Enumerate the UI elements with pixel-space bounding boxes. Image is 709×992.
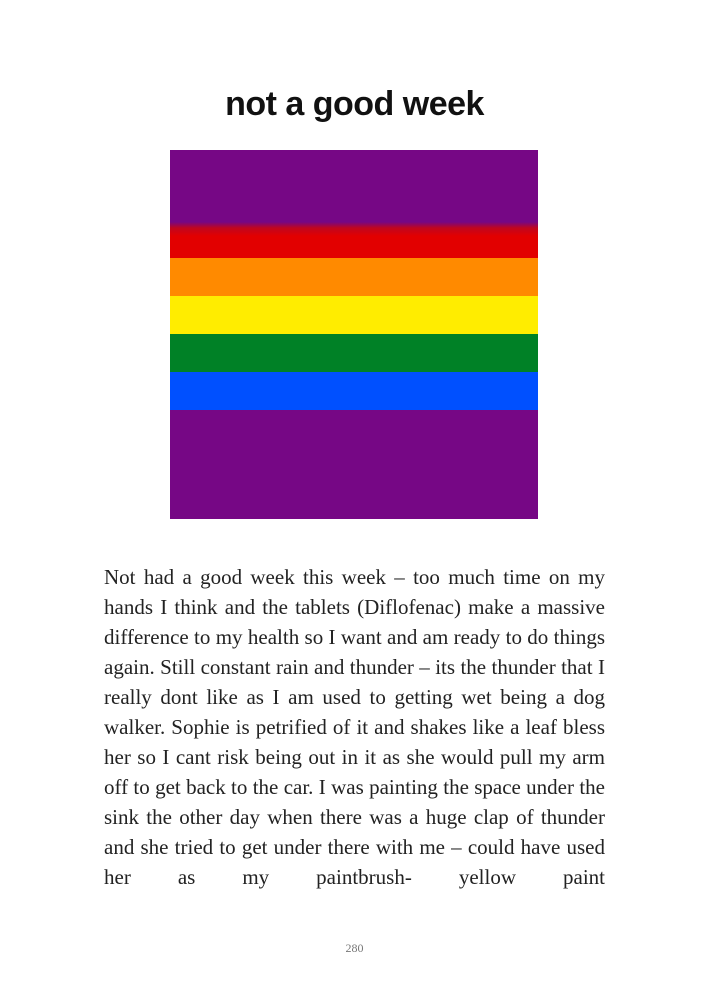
blue-stripe	[170, 372, 538, 410]
body-paragraph: Not had a good week this week – too much time on my hands I think and the tablets (Diflofenac) make a massive difference to my health so I want and am ready to do things again. Still constant rain and thunder – its the thunder that I really dont like as I am used to getting wet being a dog walker. Sophie is petrified of it and shakes like a leaf bless her so I cant risk being out in it as she would pull my arm off to get back to the car. I was painting the space under the sink the other day when there was a huge clap of thunder and she tried to get under there with me – could have used her as my paintbrush- yellow paint	[104, 565, 605, 889]
red-stripe	[170, 222, 538, 258]
orange-stripe	[170, 258, 538, 296]
yellow-stripe	[170, 296, 538, 334]
page-number: 280	[345, 941, 364, 955]
page-title: not a good week	[225, 85, 484, 123]
green-stripe	[170, 334, 538, 372]
rainbow-flag-image	[170, 150, 538, 519]
